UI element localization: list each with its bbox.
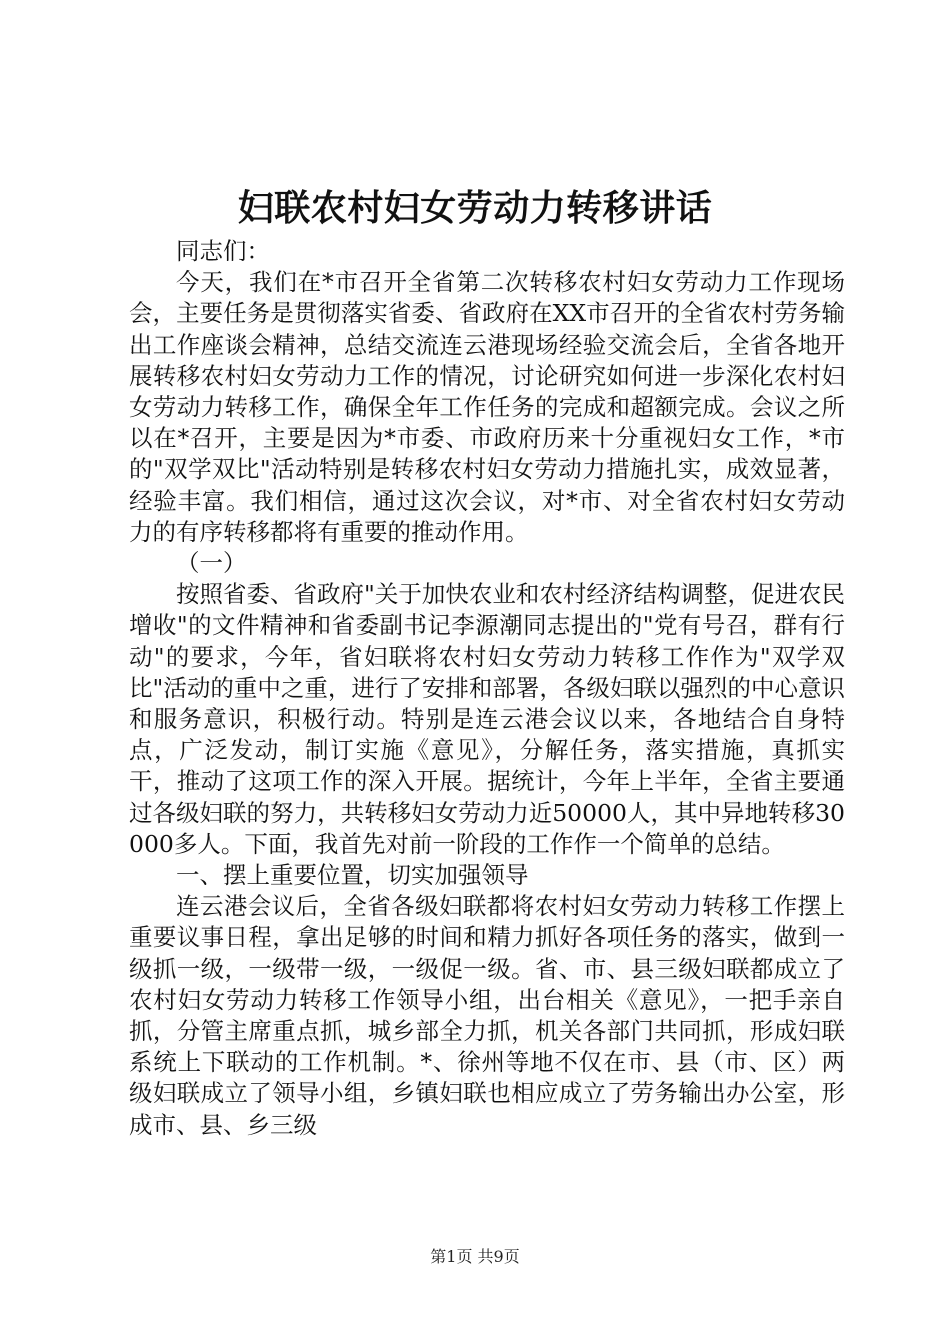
summary-paragraph: 按照省委、省政府"关于加快农业和农村经济结构调整，促进农民增收"的文件精神和省委副书记李源潮同志提出的"党有号召，群有行动"的要求，今年，省妇联将农村妇女劳动力转移工作作为"双学双比"活动的重中之重，进行了安排和部署，各级妇联以强烈的中心意识和服务意识，积极行动。特别是连云港会议以来，各地结合自身特点，广泛发动，制订实施《意见》，分解任务，落实措施，真抓实干，推动了这项工作的深入开展。据统计，今年上半年，全省主要通过各级妇联的努力，共转移妇女劳动力近50000人，其中异地转移30000多人。下面，我首先对前一阶段的工作作一个简单的总结。 (129, 580, 845, 858)
document-body (129, 236, 845, 1141)
salutation-paragraph: 同志们： (176, 237, 270, 265)
document-title: 妇联农村妇女劳动力转移讲话 (237, 187, 713, 229)
page-footer: 第1页 共9页 (430, 1247, 520, 1266)
subsection-heading: 一、摆上重要位置，切实加强领导 (176, 861, 529, 890)
intro-paragraph: 今天，我们在*市召开全省第二次转移农村妇女劳动力工作现场会，主要任务是贯彻落实省委、省政府在XX市召开的全省农村劳务输出工作座谈会精神，总结交流连云港现场经验交流会后，全省各地开展转移农村妇女劳动力工作的情况，讨论研究如何进一步深化农村妇女劳动力转移工作，确保全年工作任务的完成和超额完成。会议之所以在*召开，主要是因为*市委、市政府历来十分重视妇女工作，*市的"双学双比"活动特别是转移农村妇女劳动力措施扎实，成效显著，经验丰富。我们相信，通过这次会议，对*市、对全省农村妇女劳动力的有序转移都将有重要的推动作用。 (129, 268, 845, 546)
leadership-paragraph: 连云港会议后，全省各级妇联都将农村妇女劳动力转移工作摆上重要议事日程，拿出足够的时间和精力抓好各项任务的落实，做到一级抓一级，一级带一级，一级促一级。省、市、县三级妇联都成立了农村妇女劳动力转移工作领导小组，出台相关《意见》，一把手亲自抓，分管主席重点抓，城乡部全力抓，机关各部门共同抓，形成妇联系统上下联动的工作机制。*、徐州等地不仅在市、县（市、区）两级妇联成立了领导小组，乡镇妇联也相应成立了劳务输出办公室，形成市、县、乡三级 (129, 892, 845, 1139)
section-heading-one: （一） (176, 549, 247, 578)
